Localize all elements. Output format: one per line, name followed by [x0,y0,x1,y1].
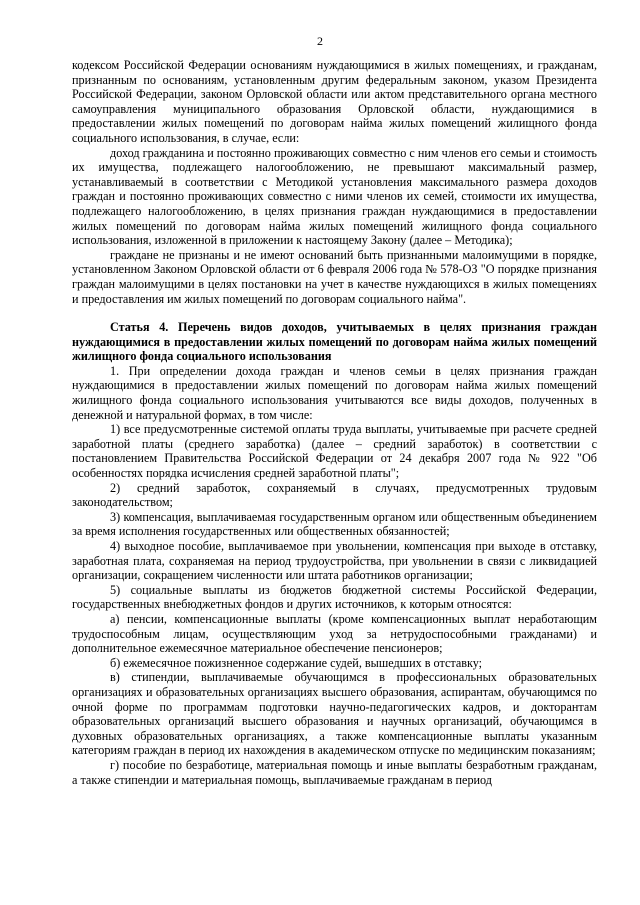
document-body [72,58,597,787]
list-item-5: 5) социальные выплаты из бюджетов бюджетной системы Российской Федерации, государственных внебюджетных фондов и других источников, к которым относятся: [72,582,597,612]
sub-item-a: а) пенсии, компенсационные выплаты (кроме компенсационных выплат неработающим трудоспособным лицам, осуществляющим уход за нетрудоспособными гражданами) и дополнительное ежемесячное материальное обеспечение пенсионеров; [72,611,597,656]
paragraph-continuation: кодексом Российской Федерации основаниям нуждающимися в жилых помещениях, и гражданам, признанным по основаниям, установленным другим федеральным законом, указом Президента Российской Федерации, законом Орловской области или актом представительного органа местного самоуправления муниципального образования Орловской области, нуждающимися в предоставлении жилых помещений по договорам найма жилых помещений жилищного фонда социального использования, в случае, если: [72,58,597,145]
article-4-clause-1: 1. При определении дохода граждан и членов семьи в целях признания граждан нуждающимися в предоставлении жилых помещений по договорам найма жилых помещений жилищного фонда социального использования учитываются все виды доходов, полученных в денежной и натуральной формах, в том числе: [72,363,597,422]
list-item-2: 2) средний заработок, сохраняемый в случаях, предусмотренных трудовым законодательством; [72,480,597,510]
paragraph-not-low-income: граждане не признаны и не имеют оснований быть признанными малоимущими в порядке, установленном Законом Орловской области от 6 февраля 2006 года № 578-ОЗ "О порядке признания граждан малоимущими в целях постановки на учет в качестве нуждающихся в жилых помещениях и предоставления им жилых помещений по договорам социального найма". [72,247,597,306]
list-item-4: 4) выходное пособие, выплачиваемое при увольнении, компенсация при выходе в отставку, заработная плата, сохраняемая на период трудоустройства, при увольнении в связи с ликвидацией организации, сокращением численности или штата работников организации; [72,539,597,583]
paragraph-income-condition: доход гражданина и постоянно проживающих совместно с ним членов его семьи и стоимость их имущества, подлежащего налогообложению, не превышают максимальный размер, устанавливаемый в соответствии с Методикой установления максимального размера доходов граждан и постоянно проживающих совместно с ними членов их семей, стоимости их имущества, подлежащего налогообложению, в целях признания граждан нуждающимися в предоставлении жилых помещений по договорам найма жилых помещений жилищного фонда социального использования, изложенной в приложении к настоящему Закону (далее – Методика); [72,145,597,248]
sub-item-v: в) стипендии, выплачиваемые обучающимся в профессиональных образовательных организациях и образовательных организациях высшего образования, аспирантам, обучающимся по очной форме по программам подготовки научно-педагогических кадров, и докторантам образовательных организаций высшего образования и научных организаций, обучающимся в духовных образовательных организациях, а также компенсационные выплаты указанным категориям граждан в период их нахождения в академическом отпуске по медицинским показаниям; [72,670,597,758]
page-number: 2 [317,34,323,48]
section-spacer [72,306,597,320]
sub-item-b: б) ежемесячное пожизненное содержание судей, вышедших в отставку; [110,655,483,670]
sub-item-g: г) пособие по безработице, материальная помощь и иные выплаты безработным гражданам, а также стипендии и материальная помощь, выплачиваемые гражданам в период [72,757,597,787]
list-item-1: 1) все предусмотренные системой оплаты труда выплаты, учитываемые при расчете средней заработной платы (среднего заработка) (далее – средний заработок) в соответствии с постановлением Правительства Российской Федерации от 24 декабря 2007 года № 922 "Об особенностях порядка исчисления средней заработной платы"; [72,422,597,481]
article-4-heading: Статья 4. Перечень видов доходов, учитываемых в целях признания граждан нуждающимися в предоставлении жилых помещений по договорам найма жилых помещений жилищного фонда социального использования [72,320,597,364]
list-item-3: 3) компенсация, выплачиваемая государственным органом или общественным объединением за время исполнения государственных или общественных обязанностей; [72,509,597,539]
